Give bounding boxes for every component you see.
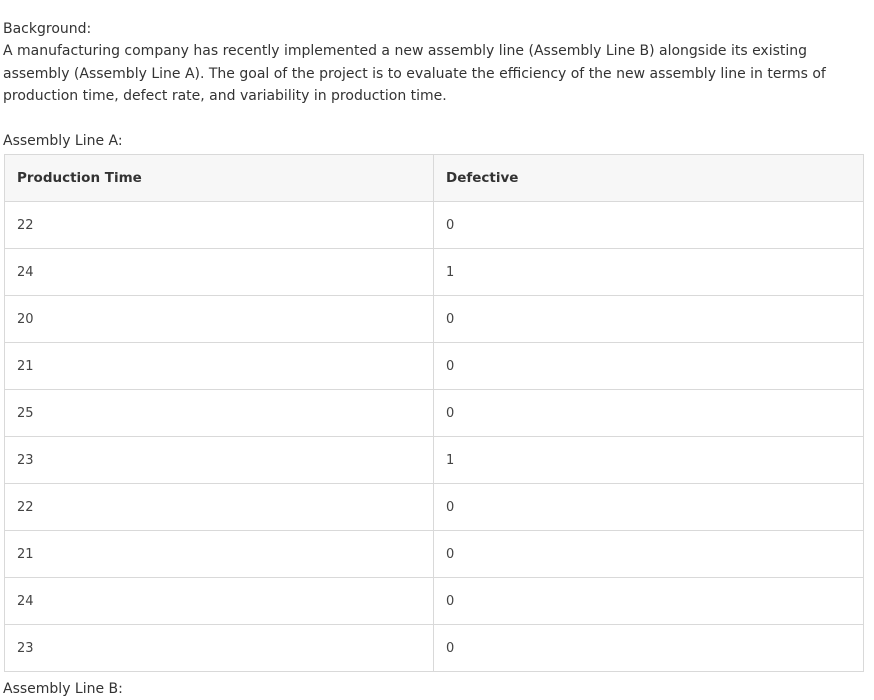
table-row — [5, 390, 864, 437]
table-row — [5, 531, 864, 578]
cell-defective: 0 — [434, 296, 864, 343]
cell-defective: 0 — [434, 202, 864, 249]
cell-production-time: 22 — [5, 202, 434, 249]
table-row — [5, 202, 864, 249]
assembly-line-a-caption: Assembly Line A: — [3, 133, 123, 149]
assembly-line-b-caption: Assembly Line B: — [3, 681, 123, 697]
table-row — [5, 484, 864, 531]
cell-production-time: 21 — [5, 343, 434, 390]
cell-production-time: 24 — [5, 249, 434, 296]
header-defective: Defective — [434, 155, 864, 202]
cell-production-time: 22 — [5, 484, 434, 531]
cell-defective: 0 — [434, 390, 864, 437]
cell-defective: 0 — [434, 625, 864, 672]
table-row — [5, 578, 864, 625]
table-row — [5, 343, 864, 390]
background-paragraph: A manufacturing company has recently implemented a new assembly line (Assembly Line B) alongside its existing assembly (Assembly Line A). The goal of the project is to evaluate the efficiency of the new assembly line in terms of production time, defect rate, and variability in production time. — [3, 43, 826, 104]
table-row — [5, 249, 864, 296]
table-header-row — [5, 155, 864, 202]
header-production-time: Production Time — [5, 155, 434, 202]
assembly-line-a-table — [4, 154, 864, 672]
cell-production-time: 23 — [5, 625, 434, 672]
cell-production-time: 23 — [5, 437, 434, 484]
cell-defective: 1 — [434, 249, 864, 296]
document-content — [3, 18, 865, 697]
table-row — [5, 625, 864, 672]
background-heading: Background: — [3, 21, 92, 37]
cell-defective: 0 — [434, 484, 864, 531]
table-row — [5, 296, 864, 343]
cell-production-time: 21 — [5, 531, 434, 578]
cell-defective: 0 — [434, 578, 864, 625]
cell-production-time: 20 — [5, 296, 434, 343]
cell-defective: 1 — [434, 437, 864, 484]
table-row — [5, 437, 864, 484]
cell-defective: 0 — [434, 343, 864, 390]
cell-defective: 0 — [434, 531, 864, 578]
cell-production-time: 25 — [5, 390, 434, 437]
cell-production-time: 24 — [5, 578, 434, 625]
